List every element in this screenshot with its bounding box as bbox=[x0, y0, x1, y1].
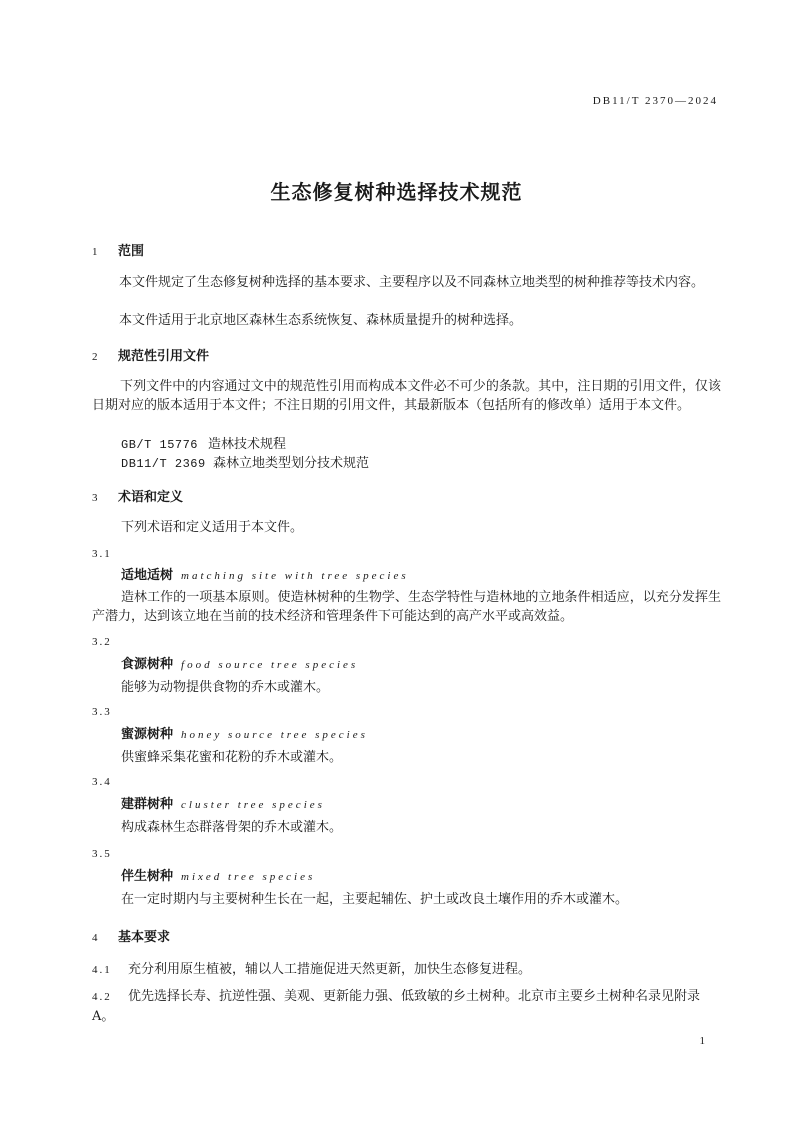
document-title: 生态修复树种选择技术规范 bbox=[270, 180, 523, 204]
requirement-text: 优先选择长寿、抗逆性强、美观、更新能力强、低致敏的乡土树种。北京市主要乡土树种名录见附录A。 bbox=[92, 989, 701, 1024]
section-2-number: 2 bbox=[92, 351, 98, 363]
section-2-heading bbox=[92, 345, 209, 364]
term-english: honey source tree species bbox=[181, 729, 368, 741]
requirement-item bbox=[92, 960, 694, 980]
requirement-number: 4.1 bbox=[92, 964, 112, 976]
term-number: 3.3 bbox=[92, 706, 112, 718]
term-english: cluster tree species bbox=[181, 799, 325, 811]
term-english: mixed tree species bbox=[181, 871, 316, 883]
section-3-number: 3 bbox=[92, 492, 98, 504]
section-1-number: 1 bbox=[92, 246, 98, 258]
term-definition: 造林工作的一项基本原则。使造林树种的生物学、生态学特性与造林地的立地条件相适应，以充分发挥生产潜力，达到该立地在当前的技术经济和管理条件下可能达到的高产水平或高效益。 bbox=[92, 590, 721, 624]
term-chinese: 建群树种 bbox=[121, 797, 174, 812]
reference-title: 森林立地类型划分技术规范 bbox=[213, 456, 370, 471]
term-heading bbox=[121, 564, 409, 583]
section-4-title: 基本要求 bbox=[118, 930, 171, 945]
standard-code: DB11/T 2370—2024 bbox=[592, 95, 718, 107]
reference-code: DB11/T 2369 bbox=[121, 457, 206, 471]
requirement-number: 4.2 bbox=[92, 991, 112, 1003]
term-definition: 在一定时期内与主要树种生长在一起，主要起辅佐、护土或改良土壤作用的乔木或灌木。 bbox=[121, 892, 629, 907]
term-english: food source tree species bbox=[181, 659, 359, 671]
section-2-title: 规范性引用文件 bbox=[118, 349, 210, 364]
section-1-paragraph-2: 本文件适用于北京地区森林生态系统恢复、森林质量提升的树种选择。 bbox=[119, 313, 523, 328]
term-number: 3.2 bbox=[92, 636, 112, 648]
section-2-paragraph-1: 下列文件中的内容通过文中的规范性引用而构成本文件必不可少的条款。其中，注日期的引用文件，仅该日期对应的版本适用于本文件；不注日期的引用文件，其最新版本（包括所有的修改单）适用于本文件。 bbox=[92, 379, 721, 413]
term-definition: 供蜜蜂采集花蜜和花粉的乔木或灌木。 bbox=[121, 750, 343, 765]
reference-code: GB/T 15776 bbox=[121, 438, 199, 452]
term-chinese: 蜜源树种 bbox=[121, 727, 174, 742]
section-1-title: 范围 bbox=[118, 244, 145, 259]
reference-title: 造林技术规程 bbox=[208, 437, 287, 452]
requirement-item bbox=[92, 987, 721, 1026]
section-3-heading bbox=[92, 486, 183, 505]
term-heading bbox=[121, 793, 325, 812]
term-number: 3.4 bbox=[92, 776, 112, 788]
section-1-p1-text: 本文件规定了生态修复树种选择的基本要求、主要程序以及不同森林立地类型的树种推荐等技术内容。 bbox=[119, 275, 705, 290]
section-1-heading bbox=[92, 240, 144, 259]
section-3-intro: 下列术语和定义适用于本文件。 bbox=[121, 520, 304, 535]
term-chinese: 伴生树种 bbox=[121, 869, 174, 884]
term-heading bbox=[121, 865, 315, 884]
section-1-paragraph-1 bbox=[119, 273, 721, 292]
term-heading bbox=[121, 653, 358, 672]
requirement-text: 充分利用原生植被，辅以人工措施促进天然更新，加快生态修复进程。 bbox=[128, 962, 532, 977]
term-heading bbox=[121, 723, 368, 742]
term-english: matching site with tree species bbox=[181, 570, 409, 582]
term-definition: 能够为动物提供食物的乔木或灌木。 bbox=[121, 680, 330, 695]
reference-item bbox=[121, 433, 286, 452]
section-4-heading bbox=[92, 926, 170, 945]
section-3-title: 术语和定义 bbox=[118, 490, 184, 505]
term-definition: 构成森林生态群落骨架的乔木或灌木。 bbox=[121, 820, 343, 835]
page-number: 1 bbox=[699, 1035, 705, 1047]
reference-item bbox=[121, 452, 369, 471]
term-number: 3.1 bbox=[92, 548, 112, 560]
section-4-number: 4 bbox=[92, 932, 98, 944]
term-chinese: 适地适树 bbox=[121, 568, 174, 583]
term-chinese: 食源树种 bbox=[121, 657, 174, 672]
term-number: 3.5 bbox=[92, 848, 112, 860]
